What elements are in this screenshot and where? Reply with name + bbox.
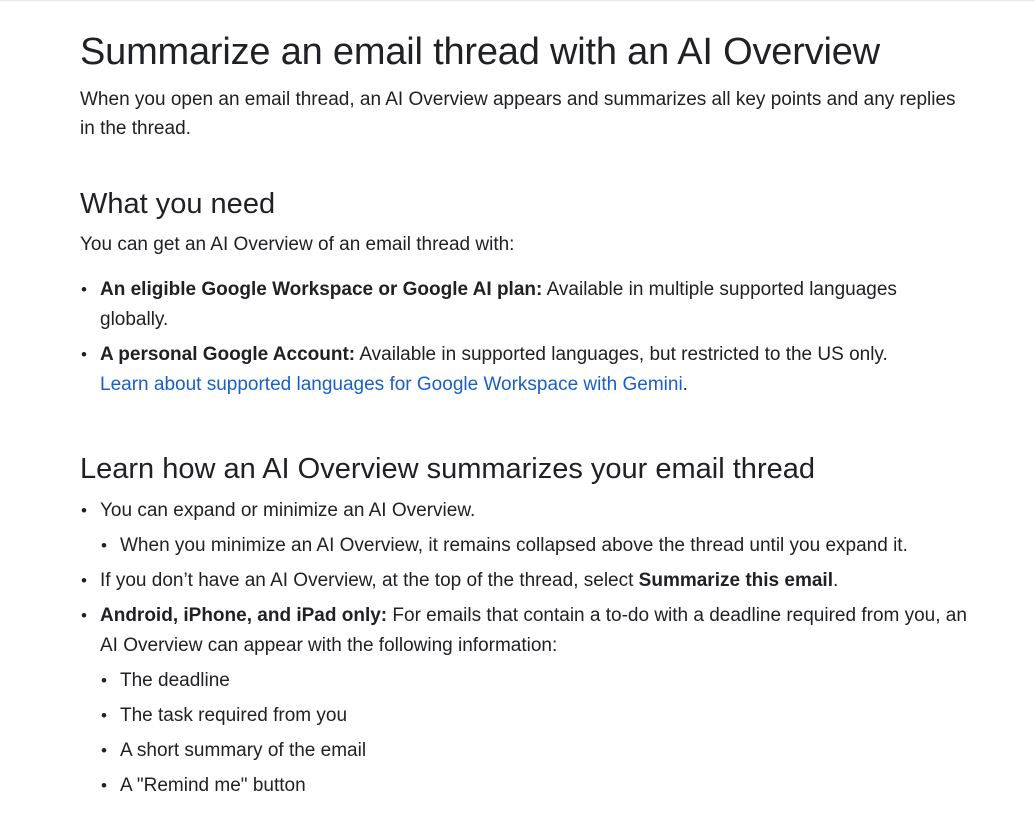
item-bold-label: A personal Google Account: [100, 344, 356, 365]
item-bold-label: An eligible Google Workspace or Google AI plan: [100, 279, 543, 300]
item-text-after: . [832, 570, 839, 591]
list-item [80, 601, 970, 801]
sub-list-item: • When you minimize an AI Overview, it remains collapsed above the thread until you expand it. [100, 531, 970, 561]
item-text: Available in supported languages, but restricted to the US only. [355, 344, 888, 365]
page-title: Summarize an email thread with an AI Overview [80, 31, 880, 73]
learn-how-list [80, 496, 970, 801]
summarize-this-email-label: Summarize this email [638, 570, 833, 591]
sub-list [100, 666, 970, 801]
sub-list-item: • The deadline [100, 666, 970, 696]
item-bold-label: Android, iPhone, and iPad only: [100, 605, 388, 626]
item-text: For emails that contain a to-do with a deadline required from you, an AI Overview can appear with the following information: [100, 605, 967, 656]
item-text: You can expand or minimize an AI Overview. [100, 500, 476, 521]
article-content [80, 0, 970, 806]
section-heading-learn-how: Learn how an AI Overview summarizes your email thread [80, 453, 815, 485]
requirements-list [80, 275, 970, 400]
section-heading-what-you-need: What you need [80, 188, 276, 220]
sub-list-item: • A "Remind me" button [100, 771, 970, 801]
intro-paragraph: When you open an email thread, an AI Overview appears and summarizes all key points and any replies in the thread. [80, 89, 956, 139]
list-item [80, 275, 970, 335]
item-text-after-link: . [682, 374, 688, 395]
supported-languages-link[interactable]: Learn about supported languages for Google Workspace with Gemini [100, 374, 683, 395]
list-item [80, 496, 970, 561]
item-text: If you don’t have an AI Overview, at the top of the thread, select [100, 570, 639, 591]
list-item [80, 566, 970, 596]
sub-list [100, 531, 970, 561]
what-you-need-lead: You can get an AI Overview of an email thread with: [80, 234, 515, 255]
sub-list-item: • The task required from you [100, 701, 970, 731]
list-item [80, 340, 970, 400]
item-text: Available in multiple supported languages globally. [100, 279, 897, 330]
sub-list-item: • A short summary of the email [100, 736, 970, 766]
